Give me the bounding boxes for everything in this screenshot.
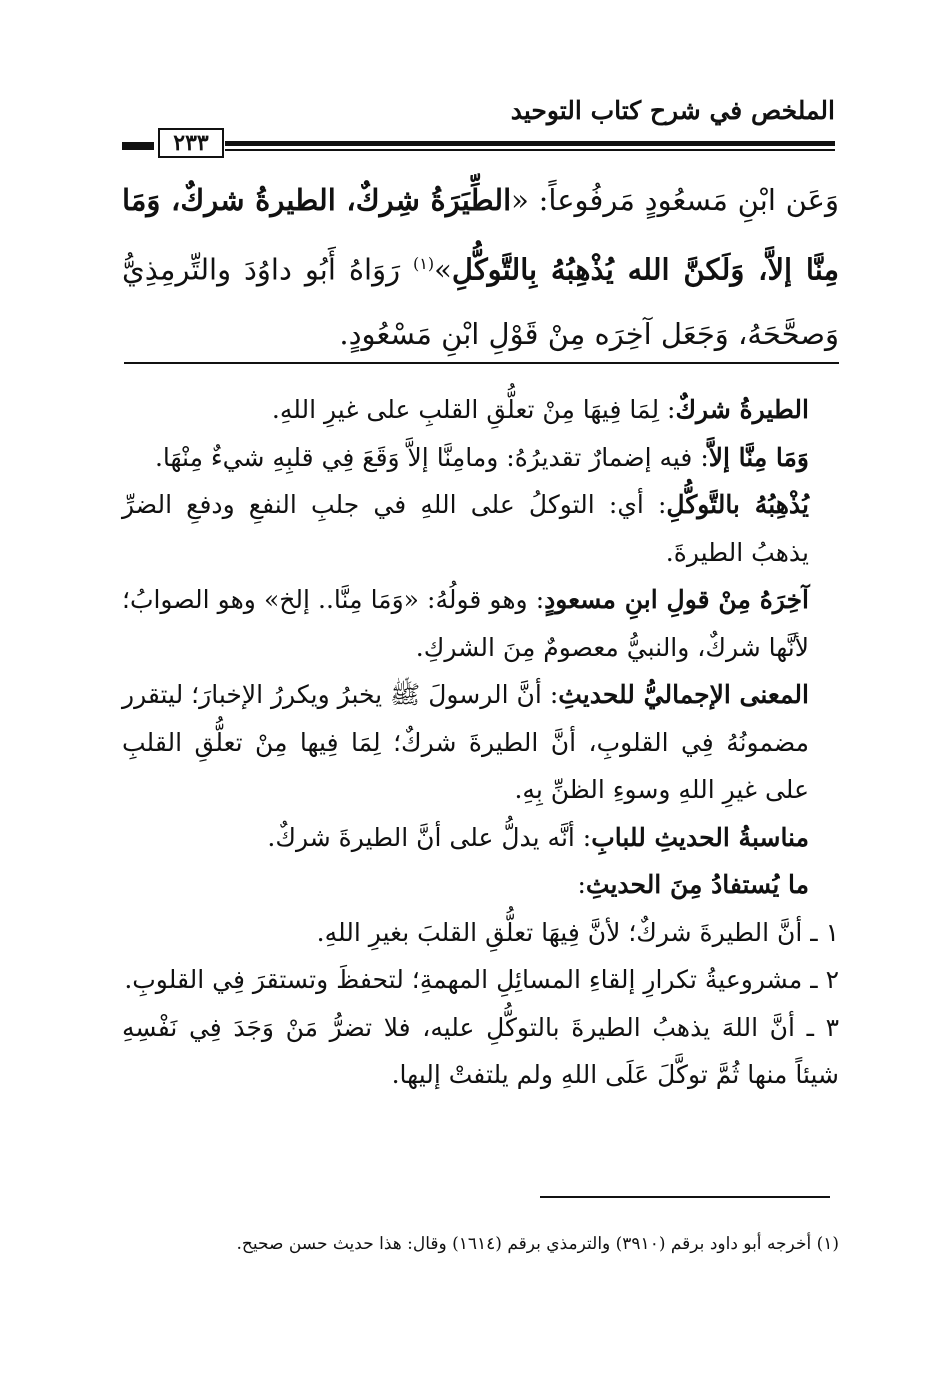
hadith-intro: وَعَن ابْنِ مَسعُودٍ مَرفُوعاً: « bbox=[511, 183, 839, 217]
entry-text: : وهو قولُهُ: «وَمَا مِنَّا.. إلخ» وهو الصوابُ؛ لأنَّها شركٌ، والنبيُّ معصومٌ مِنَ الشركِ. bbox=[122, 585, 809, 662]
header-rule-thick bbox=[225, 141, 835, 146]
footnote-rule bbox=[540, 1196, 830, 1198]
commentary-entry bbox=[122, 481, 839, 576]
entry-term: ما يُستفادُ مِنَ الحديثِ bbox=[585, 870, 809, 899]
entry-text: : أنَّ الرسولَ ﷺ يخبرُ ويكررُ الإخبارَ؛ ليتقرر مضمونُهُ فِي القلوبِ، أنَّ الطيرةَ شركٌ؛ لِمَا فِيها مِنْ تعلُّقِ القلبِ على غيرِ اللهِ وسوءِ الظنِّ بِهِ. bbox=[122, 680, 809, 804]
entry-term: المعنى الإجماليُّ للحديثِ bbox=[558, 680, 809, 709]
commentary-entry bbox=[122, 814, 839, 862]
benefit-text: مشروعيةُ تكرارِ إلقاءِ المسائِلِ المهمةِ؛ لتحفظَ وتستقرَ فِي القلوبِ. bbox=[124, 965, 803, 994]
footnote-ref[interactable]: (١) bbox=[413, 254, 435, 273]
entry-text: : أنَّه يدلُّ على أنَّ الطيرةَ شركٌ. bbox=[267, 822, 592, 852]
benefit-text: أنَّ الطيرةَ شركٌ؛ لأنَّ فِيهَا تعلُّقِ القلبَ بغيرِ اللهِ. bbox=[316, 917, 803, 947]
footnote: (١) أخرجه أبو داود برقم (٣٩١٠) والترمذي برقم (١٦١٤) وقال: هذا حديث حسن صحيح. bbox=[236, 1234, 839, 1254]
benefit-number: ٣ ـ bbox=[806, 1012, 840, 1042]
header-rule-left bbox=[122, 142, 154, 150]
commentary-entry bbox=[122, 576, 839, 671]
entry-text: : لِمَا فِيهَا مِنْ تعلُّقِ القلبِ على غيرِ اللهِ. bbox=[271, 395, 676, 424]
benefit-item bbox=[122, 1004, 839, 1099]
commentary-entry bbox=[122, 671, 839, 814]
hadith-source: رَوَاهُ أَبُو داوُدَ والتِّرمِذِيُّ وَصحَّحَهُ، وَجَعَل آخِرَه مِنْ قَوْلِ ابْنِ مَسْعُودٍ. bbox=[122, 252, 839, 351]
entry-term: الطيرةُ شركٌ bbox=[675, 395, 809, 424]
entry-text: : أي: التوكلُ على اللهِ في جلبِ النفعِ ودفعِ الضرِّ يذهبُ الطيرةَ. bbox=[122, 490, 809, 567]
entry-term: وَمَا مِنَّا إلاَّ bbox=[708, 442, 809, 472]
benefit-text: أنَّ اللهَ يذهبُ الطيرةَ بالتوكُّلِ عليه، فلا تضرُّ مَنْ وَجَدَ فِي نَفْسِهِ شيئاً منها ثُمَّ توكَّلَ عَلَى اللهِ ولم يلتفتْ إليها. bbox=[122, 1012, 839, 1089]
entry-text: : bbox=[577, 870, 586, 899]
entry-term: مناسبةُ الحديثِ للبابِ bbox=[591, 822, 809, 852]
commentary-entry bbox=[122, 386, 839, 434]
benefit-item bbox=[122, 909, 839, 957]
hadith-text bbox=[122, 168, 839, 366]
benefit-number: ١ ـ bbox=[810, 917, 839, 947]
entry-term: آخِرَهُ مِنْ قولِ ابنِ مسعودٍ bbox=[544, 585, 809, 614]
commentary-entry bbox=[122, 434, 839, 482]
page-number: ٢٣٣ bbox=[158, 128, 224, 158]
benefit-number: ٢ ـ bbox=[810, 965, 839, 994]
section-divider bbox=[124, 362, 839, 364]
hadith-quote-close: » bbox=[434, 252, 452, 287]
commentary bbox=[122, 386, 839, 1099]
hadith-quote: الطِّيَرَةُ شِركٌ، الطيرةُ شركٌ، وَمَا مِنَّا إلاَّ، وَلَكنَّ الله يُذْهِبُهُ بِالتَّوكُّلِ bbox=[122, 183, 839, 287]
header-rule-thin bbox=[225, 149, 835, 151]
entry-text: : فيه إضمارٌ تقديرُهُ: ومامِنَّا إلاَّ وَقَعَ فِي قلبِهِ شيءٌ مِنْهَا. bbox=[154, 442, 709, 472]
entry-term: يُذْهِبُهُ بالتَّوكُّلِ bbox=[666, 490, 810, 519]
header-rule bbox=[122, 130, 835, 156]
benefit-item bbox=[122, 956, 839, 1004]
commentary-entry bbox=[122, 861, 839, 909]
running-header-title: الملخص في شرح كتاب التوحيد bbox=[510, 96, 835, 125]
